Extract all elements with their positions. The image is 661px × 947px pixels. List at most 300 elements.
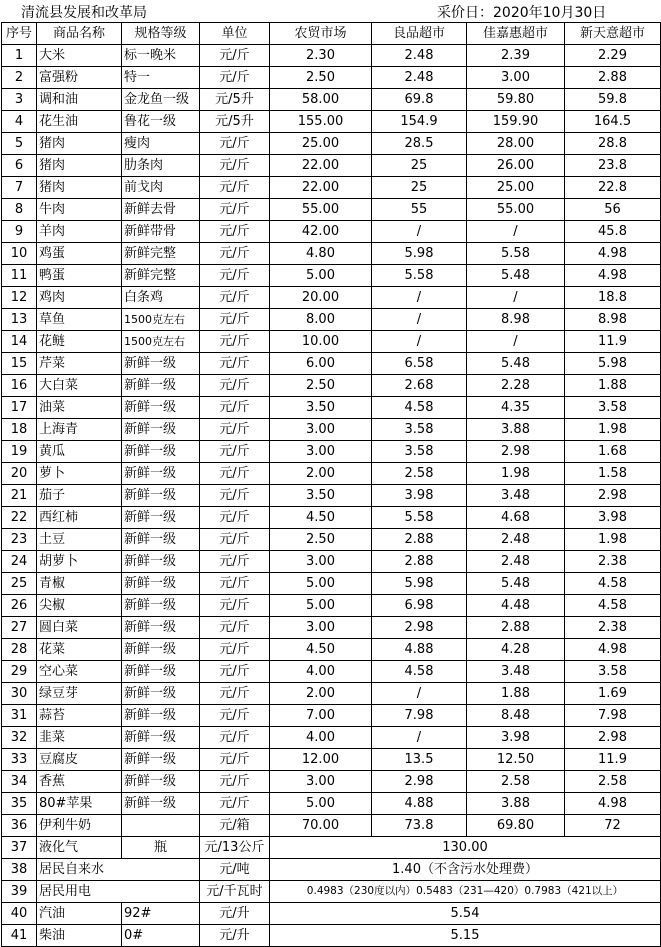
price-farmers-market: 4.80	[270, 243, 372, 265]
price-liangpin-supermarket: 3.58	[372, 441, 467, 463]
price-jiajiahui-supermarket: 2.58	[467, 771, 565, 793]
product-spec: 肋条肉	[122, 155, 200, 177]
row-number: 26	[2, 595, 37, 617]
price-farmers-market: 3.00	[270, 551, 372, 573]
row-number: 33	[2, 749, 37, 771]
price-unit: 元/斤	[200, 287, 270, 309]
price-unit: 元/斤	[200, 45, 270, 67]
price-liangpin-supermarket: 25	[372, 155, 467, 177]
product-spec: 新鲜一级	[122, 463, 200, 485]
price-jiajiahui-supermarket: 3.98	[467, 727, 565, 749]
price-liangpin-supermarket: 55	[372, 199, 467, 221]
price-unit: 元/斤	[200, 353, 270, 375]
price-liangpin-supermarket: 2.88	[372, 551, 467, 573]
row-number: 28	[2, 639, 37, 661]
product-spec	[122, 815, 200, 837]
product-name: 萝卜	[37, 463, 122, 485]
table-row	[2, 375, 661, 397]
product-name: 香蕉	[37, 771, 122, 793]
product-name: 油菜	[37, 397, 122, 419]
price-jiajiahui-supermarket: 2.48	[467, 529, 565, 551]
price-jiajiahui-supermarket: 26.00	[467, 155, 565, 177]
row-number: 8	[2, 199, 37, 221]
table-row	[2, 507, 661, 529]
table-row	[2, 287, 661, 309]
table-row	[2, 727, 661, 749]
row-number: 24	[2, 551, 37, 573]
price-unit: 元/13公斤	[200, 837, 270, 859]
price-jiajiahui-supermarket: 2.98	[467, 441, 565, 463]
price-farmers-market: 2.50	[270, 529, 372, 551]
row-number: 9	[2, 221, 37, 243]
product-name: 胡萝卜	[37, 551, 122, 573]
product-spec: 92#	[122, 903, 200, 925]
product-spec: 新鲜一级	[122, 573, 200, 595]
table-row	[2, 89, 661, 111]
product-spec: 新鲜一级	[122, 375, 200, 397]
price-unit: 元/斤	[200, 177, 270, 199]
price-farmers-market: 4.50	[270, 639, 372, 661]
product-spec: 白条鸡	[122, 287, 200, 309]
price-xintianyi-supermarket: 1.58	[565, 463, 661, 485]
price-unit: 元/斤	[200, 309, 270, 331]
price-unit: 元/斤	[200, 529, 270, 551]
price-farmers-market: 2.50	[270, 67, 372, 89]
product-name: 花菜	[37, 639, 122, 661]
price-unit: 元/箱	[200, 815, 270, 837]
price-liangpin-supermarket: 69.8	[372, 89, 467, 111]
price-jiajiahui-supermarket: 4.68	[467, 507, 565, 529]
price-farmers-market: 42.00	[270, 221, 372, 243]
price-liangpin-supermarket: 4.58	[372, 661, 467, 683]
price-liangpin-supermarket: 2.88	[372, 529, 467, 551]
product-name: 鸭蛋	[37, 265, 122, 287]
column-header: 单位	[200, 23, 270, 45]
product-name: 羊肉	[37, 221, 122, 243]
row-number: 39	[2, 881, 37, 903]
price-xintianyi-supermarket: 7.98	[565, 705, 661, 727]
product-spec: 新鲜一级	[122, 617, 200, 639]
report-header	[0, 0, 661, 22]
price-farmers-market: 22.00	[270, 177, 372, 199]
price-xintianyi-supermarket: 45.8	[565, 221, 661, 243]
table-row	[2, 595, 661, 617]
price-farmers-market: 5.00	[270, 793, 372, 815]
price-unit: 元/吨	[200, 859, 270, 881]
price-liangpin-supermarket: 2.48	[372, 45, 467, 67]
price-jiajiahui-supermarket: 5.58	[467, 243, 565, 265]
price-xintianyi-supermarket: 1.88	[565, 375, 661, 397]
unified-price: 5.54	[270, 903, 661, 925]
row-number: 7	[2, 177, 37, 199]
table-row	[2, 397, 661, 419]
table-row	[2, 485, 661, 507]
row-number: 30	[2, 683, 37, 705]
price-xintianyi-supermarket: 2.98	[565, 727, 661, 749]
price-jiajiahui-supermarket: 2.39	[467, 45, 565, 67]
column-header: 序号	[2, 23, 37, 45]
price-jiajiahui-supermarket: 2.48	[467, 551, 565, 573]
table-row	[2, 463, 661, 485]
price-jiajiahui-supermarket: 4.35	[467, 397, 565, 419]
column-header: 规格等级	[122, 23, 200, 45]
row-number: 41	[2, 925, 37, 947]
unified-price: 0.4983（230度以内）0.5483（231—420）0.7983（421以上）	[270, 881, 661, 903]
product-name: 上海青	[37, 419, 122, 441]
price-jiajiahui-supermarket: 2.28	[467, 375, 565, 397]
product-spec: 新鲜一级	[122, 793, 200, 815]
price-table	[1, 22, 661, 947]
price-liangpin-supermarket: 13.5	[372, 749, 467, 771]
price-jiajiahui-supermarket: /	[467, 221, 565, 243]
price-unit: 元/斤	[200, 793, 270, 815]
product-spec: 新鲜完整	[122, 243, 200, 265]
table-row	[2, 419, 661, 441]
row-number: 14	[2, 331, 37, 353]
product-spec: 新鲜一级	[122, 639, 200, 661]
row-number: 34	[2, 771, 37, 793]
price-xintianyi-supermarket: 2.98	[565, 485, 661, 507]
table-row	[2, 155, 661, 177]
price-liangpin-supermarket: 6.58	[372, 353, 467, 375]
price-farmers-market: 2.00	[270, 463, 372, 485]
price-xintianyi-supermarket: 1.69	[565, 683, 661, 705]
product-spec: 新鲜一级	[122, 551, 200, 573]
price-liangpin-supermarket: 154.9	[372, 111, 467, 133]
price-xintianyi-supermarket: 72	[565, 815, 661, 837]
product-name: 大白菜	[37, 375, 122, 397]
column-header: 良品超市	[372, 23, 467, 45]
price-unit: 元/斤	[200, 133, 270, 155]
table-row	[2, 859, 661, 881]
price-liangpin-supermarket: 4.88	[372, 793, 467, 815]
product-name: 鸡肉	[37, 287, 122, 309]
price-unit: 元/斤	[200, 617, 270, 639]
price-jiajiahui-supermarket: 3.88	[467, 419, 565, 441]
product-spec: 新鲜一级	[122, 353, 200, 375]
table-row	[2, 243, 661, 265]
price-xintianyi-supermarket: 4.98	[565, 243, 661, 265]
product-name: 西红柿	[37, 507, 122, 529]
price-farmers-market: 3.50	[270, 485, 372, 507]
row-number: 10	[2, 243, 37, 265]
product-name: 调和油	[37, 89, 122, 111]
price-liangpin-supermarket: 2.58	[372, 463, 467, 485]
table-row	[2, 551, 661, 573]
price-unit: 元/斤	[200, 463, 270, 485]
price-unit: 元/斤	[200, 771, 270, 793]
price-farmers-market: 4.50	[270, 507, 372, 529]
price-unit: 元/斤	[200, 221, 270, 243]
collection-date: 采价日：2020年10月30日	[437, 5, 607, 21]
price-farmers-market: 12.00	[270, 749, 372, 771]
price-farmers-market: 3.50	[270, 397, 372, 419]
price-jiajiahui-supermarket: 69.80	[467, 815, 565, 837]
price-xintianyi-supermarket: 56	[565, 199, 661, 221]
product-name: 尖椒	[37, 595, 122, 617]
price-jiajiahui-supermarket: 159.90	[467, 111, 565, 133]
table-row	[2, 177, 661, 199]
unified-price: 130.00	[270, 837, 661, 859]
product-name: 茄子	[37, 485, 122, 507]
product-name: 绿豆芽	[37, 683, 122, 705]
price-farmers-market: 70.00	[270, 815, 372, 837]
row-number: 25	[2, 573, 37, 595]
product-spec: 新鲜一级	[122, 683, 200, 705]
price-unit: 元/斤	[200, 265, 270, 287]
row-number: 36	[2, 815, 37, 837]
price-liangpin-supermarket: 5.58	[372, 265, 467, 287]
price-farmers-market: 4.00	[270, 661, 372, 683]
price-liangpin-supermarket: 2.98	[372, 617, 467, 639]
price-xintianyi-supermarket: 164.5	[565, 111, 661, 133]
table-row	[2, 749, 661, 771]
price-xintianyi-supermarket: 3.58	[565, 661, 661, 683]
price-jiajiahui-supermarket: 3.48	[467, 485, 565, 507]
price-liangpin-supermarket: 4.88	[372, 639, 467, 661]
price-jiajiahui-supermarket: 5.48	[467, 265, 565, 287]
price-xintianyi-supermarket: 11.9	[565, 331, 661, 353]
row-number: 35	[2, 793, 37, 815]
product-name: 80#苹果	[37, 793, 122, 815]
product-spec: 金龙鱼一级	[122, 89, 200, 111]
unified-price: 5.15	[270, 925, 661, 947]
price-unit: 元/斤	[200, 507, 270, 529]
price-jiajiahui-supermarket: 1.88	[467, 683, 565, 705]
price-liangpin-supermarket: /	[372, 727, 467, 749]
column-header: 佳嘉惠超市	[467, 23, 565, 45]
product-spec: 0#	[122, 925, 200, 947]
price-xintianyi-supermarket: 1.68	[565, 441, 661, 463]
price-farmers-market: 55.00	[270, 199, 372, 221]
row-number: 4	[2, 111, 37, 133]
price-farmers-market: 22.00	[270, 155, 372, 177]
price-unit: 元/斤	[200, 419, 270, 441]
price-liangpin-supermarket: 5.98	[372, 573, 467, 595]
price-farmers-market: 8.00	[270, 309, 372, 331]
row-number: 12	[2, 287, 37, 309]
table-row	[2, 705, 661, 727]
price-farmers-market: 155.00	[270, 111, 372, 133]
product-spec: 鲁花一级	[122, 111, 200, 133]
price-farmers-market: 58.00	[270, 89, 372, 111]
price-unit: 元/斤	[200, 375, 270, 397]
price-liangpin-supermarket: /	[372, 309, 467, 331]
price-jiajiahui-supermarket: 5.48	[467, 353, 565, 375]
price-jiajiahui-supermarket: 3.48	[467, 661, 565, 683]
product-spec: 标一晚米	[122, 45, 200, 67]
price-xintianyi-supermarket: 2.88	[565, 67, 661, 89]
price-jiajiahui-supermarket: 4.28	[467, 639, 565, 661]
product-name: 伊利牛奶	[37, 815, 122, 837]
price-xintianyi-supermarket: 2.58	[565, 771, 661, 793]
row-number: 16	[2, 375, 37, 397]
product-spec: 新鲜一级	[122, 727, 200, 749]
product-name: 柴油	[37, 925, 122, 947]
product-spec: 特一	[122, 67, 200, 89]
table-row	[2, 199, 661, 221]
table-row	[2, 771, 661, 793]
price-jiajiahui-supermarket: /	[467, 287, 565, 309]
price-jiajiahui-supermarket: 8.98	[467, 309, 565, 331]
table-row	[2, 45, 661, 67]
product-name: 芹菜	[37, 353, 122, 375]
table-row	[2, 441, 661, 463]
table-row	[2, 793, 661, 815]
price-jiajiahui-supermarket: 3.00	[467, 67, 565, 89]
product-name: 圆白菜	[37, 617, 122, 639]
price-jiajiahui-supermarket: 2.88	[467, 617, 565, 639]
row-number: 29	[2, 661, 37, 683]
table-row	[2, 903, 661, 925]
product-name: 蒜苔	[37, 705, 122, 727]
table-row	[2, 683, 661, 705]
price-unit: 元/斤	[200, 683, 270, 705]
price-liangpin-supermarket: 5.58	[372, 507, 467, 529]
row-number: 6	[2, 155, 37, 177]
product-name: 液化气	[37, 837, 122, 859]
unified-price: 1.40（不含污水处理费）	[270, 859, 661, 881]
row-number: 38	[2, 859, 37, 881]
table-row	[2, 573, 661, 595]
price-liangpin-supermarket: 3.98	[372, 485, 467, 507]
table-row	[2, 881, 661, 903]
row-number: 31	[2, 705, 37, 727]
price-unit: 元/斤	[200, 331, 270, 353]
row-number: 15	[2, 353, 37, 375]
row-number: 2	[2, 67, 37, 89]
price-jiajiahui-supermarket: /	[467, 331, 565, 353]
product-name: 韭菜	[37, 727, 122, 749]
price-farmers-market: 5.00	[270, 595, 372, 617]
price-xintianyi-supermarket: 1.98	[565, 529, 661, 551]
price-farmers-market: 5.00	[270, 573, 372, 595]
price-farmers-market: 2.50	[270, 375, 372, 397]
price-liangpin-supermarket: 7.98	[372, 705, 467, 727]
row-number: 20	[2, 463, 37, 485]
price-xintianyi-supermarket: 22.8	[565, 177, 661, 199]
table-row	[2, 661, 661, 683]
table-row	[2, 639, 661, 661]
price-liangpin-supermarket: /	[372, 287, 467, 309]
row-number: 32	[2, 727, 37, 749]
row-number: 27	[2, 617, 37, 639]
price-xintianyi-supermarket: 2.38	[565, 617, 661, 639]
price-liangpin-supermarket: 28.5	[372, 133, 467, 155]
table-row	[2, 67, 661, 89]
column-header: 新天意超市	[565, 23, 661, 45]
table-row	[2, 815, 661, 837]
price-liangpin-supermarket: 2.98	[372, 771, 467, 793]
price-unit: 元/斤	[200, 155, 270, 177]
price-unit: 元/斤	[200, 67, 270, 89]
product-name: 草鱼	[37, 309, 122, 331]
price-xintianyi-supermarket: 18.8	[565, 287, 661, 309]
product-name: 黄瓜	[37, 441, 122, 463]
product-name: 花生油	[37, 111, 122, 133]
product-spec: 1500克左右	[122, 309, 200, 331]
product-name: 猪肉	[37, 177, 122, 199]
row-number: 40	[2, 903, 37, 925]
table-row	[2, 353, 661, 375]
price-farmers-market: 3.00	[270, 419, 372, 441]
price-xintianyi-supermarket: 4.98	[565, 265, 661, 287]
product-name: 空心菜	[37, 661, 122, 683]
product-spec: 前戈肉	[122, 177, 200, 199]
price-unit: 元/斤	[200, 397, 270, 419]
row-number: 17	[2, 397, 37, 419]
table-row	[2, 221, 661, 243]
product-name: 牛肉	[37, 199, 122, 221]
price-unit: 元/斤	[200, 705, 270, 727]
price-xintianyi-supermarket: 4.98	[565, 639, 661, 661]
product-spec: 新鲜一级	[122, 507, 200, 529]
product-name: 猪肉	[37, 133, 122, 155]
table-row	[2, 309, 661, 331]
column-header: 商品名称	[37, 23, 122, 45]
row-number: 3	[2, 89, 37, 111]
product-spec: 瓶	[122, 837, 200, 859]
product-spec: 新鲜一级	[122, 419, 200, 441]
price-unit: 元/斤	[200, 441, 270, 463]
product-name: 花鲢	[37, 331, 122, 353]
product-name: 豆腐皮	[37, 749, 122, 771]
product-spec: 新鲜一级	[122, 397, 200, 419]
price-xintianyi-supermarket: 59.8	[565, 89, 661, 111]
price-jiajiahui-supermarket: 25.00	[467, 177, 565, 199]
price-unit: 元/斤	[200, 595, 270, 617]
product-name: 青椒	[37, 573, 122, 595]
row-number: 1	[2, 45, 37, 67]
organization-name: 清流县发展和改革局	[21, 5, 147, 21]
product-name: 汽油	[37, 903, 122, 925]
price-unit: 元/升	[200, 925, 270, 947]
price-xintianyi-supermarket: 3.98	[565, 507, 661, 529]
row-number: 23	[2, 529, 37, 551]
product-spec: 新鲜完整	[122, 265, 200, 287]
row-number: 18	[2, 419, 37, 441]
product-name: 猪肉	[37, 155, 122, 177]
price-unit: 元/斤	[200, 573, 270, 595]
price-xintianyi-supermarket: 2.29	[565, 45, 661, 67]
row-number: 22	[2, 507, 37, 529]
product-name: 富强粉	[37, 67, 122, 89]
price-unit: 元/斤	[200, 749, 270, 771]
table-row	[2, 529, 661, 551]
price-xintianyi-supermarket: 2.38	[565, 551, 661, 573]
price-xintianyi-supermarket: 1.98	[565, 419, 661, 441]
price-jiajiahui-supermarket: 4.48	[467, 595, 565, 617]
price-xintianyi-supermarket: 28.8	[565, 133, 661, 155]
price-farmers-market: 20.00	[270, 287, 372, 309]
product-spec: 新鲜一级	[122, 705, 200, 727]
price-farmers-market: 7.00	[270, 705, 372, 727]
product-spec: 新鲜一级	[122, 661, 200, 683]
price-jiajiahui-supermarket: 8.48	[467, 705, 565, 727]
product-spec: 新鲜一级	[122, 771, 200, 793]
price-unit: 元/斤	[200, 661, 270, 683]
price-xintianyi-supermarket: 3.58	[565, 397, 661, 419]
price-unit: 元/5升	[200, 89, 270, 111]
row-number: 37	[2, 837, 37, 859]
price-liangpin-supermarket: 6.98	[372, 595, 467, 617]
product-name: 土豆	[37, 529, 122, 551]
price-unit: 元/升	[200, 903, 270, 925]
product-spec: 1500克左右	[122, 331, 200, 353]
product-spec: 新鲜一级	[122, 749, 200, 771]
product-name: 居民自来水	[37, 859, 200, 881]
price-farmers-market: 25.00	[270, 133, 372, 155]
